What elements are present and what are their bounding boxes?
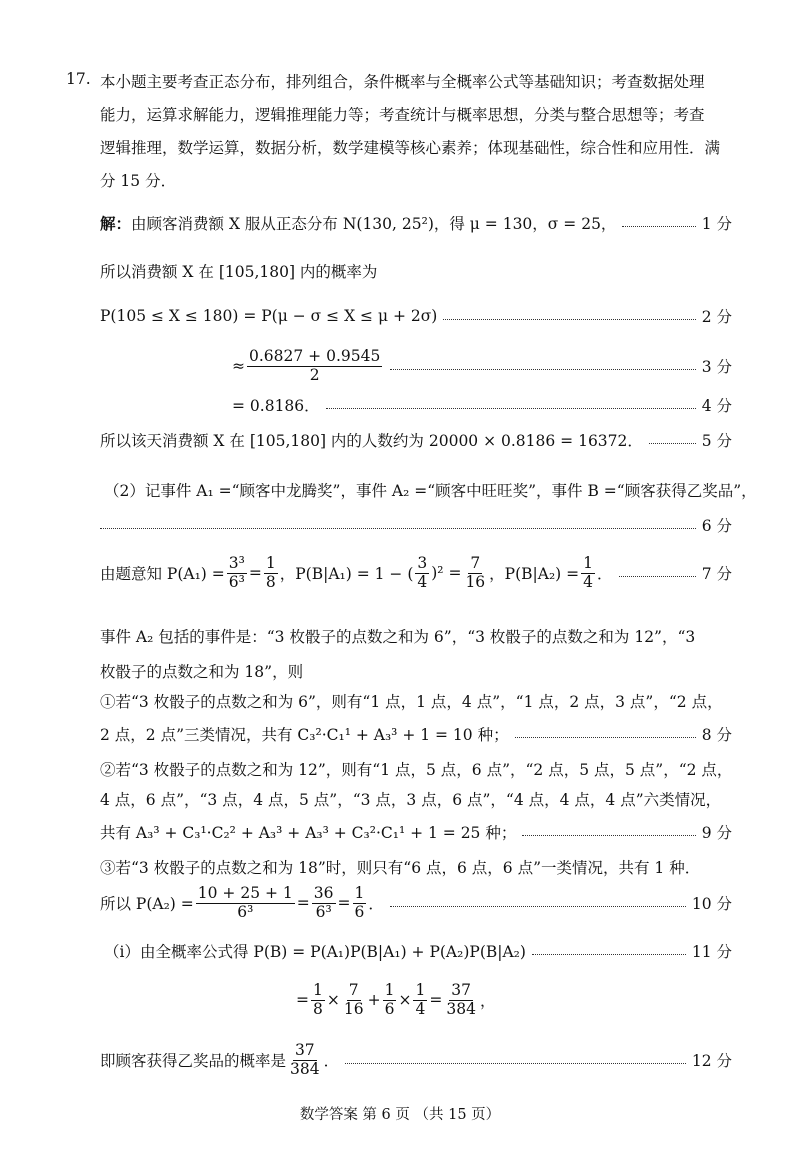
- text: ，: [479, 992, 496, 1011]
- probability-expression: P(105 ≤ X ≤ 180) = P(μ − σ ≤ X ≤ μ + 2σ): [100, 307, 438, 325]
- denominator: 6: [354, 902, 365, 921]
- score-2: 2 分: [701, 308, 732, 326]
- text: =: [429, 991, 443, 1010]
- leader-dots: [100, 528, 696, 529]
- conditional-probabilities: [100, 555, 613, 592]
- numerator: 37: [294, 1041, 315, 1059]
- denominator: 4: [415, 999, 426, 1018]
- solution-label: 解：: [100, 214, 132, 233]
- solution-line-18: [104, 940, 732, 962]
- fraction: [311, 982, 325, 1019]
- fraction: [264, 555, 278, 592]
- fraction: [581, 555, 595, 592]
- solution-line-20: [100, 1042, 732, 1079]
- case-1-line-1: ①若“3 枚骰子的点数之和为 6”，则有“1 点，1 点，4 点”，“1 点，2 点，3 点”，“2 点，: [100, 693, 723, 711]
- numerator: 7: [470, 554, 481, 572]
- numerator: 7: [348, 981, 359, 999]
- intro-line-4: 分 15 分．: [100, 172, 177, 190]
- denominator: 2: [309, 365, 320, 384]
- denominator: 384: [446, 999, 476, 1018]
- fraction: [383, 982, 397, 1019]
- page-footer: 数学答案 第 6 页 （共 15 页）: [299, 1107, 501, 1123]
- approx-sign: ≈: [232, 357, 245, 376]
- solution-line-6: [100, 429, 732, 451]
- fraction: [247, 348, 382, 385]
- fraction: [463, 555, 487, 592]
- probability-a2: [100, 885, 384, 922]
- text: =: [296, 894, 310, 913]
- denominator: 4: [417, 572, 428, 591]
- numerator: 1: [384, 981, 395, 999]
- leader-dots: [532, 954, 686, 955]
- leader-dots: [649, 443, 696, 444]
- fraction: [444, 982, 478, 1019]
- text: 即顾客获得乙奖品的概率是: [100, 1052, 287, 1071]
- numerator: 1: [313, 981, 323, 999]
- solution-line-10: 枚骰子的点数之和为 18”，则: [100, 663, 304, 681]
- solution-line-5: [232, 394, 732, 416]
- denominator: 6: [384, 999, 395, 1018]
- denominator: 6³: [315, 902, 332, 921]
- denominator: 4: [583, 572, 594, 591]
- numerator: 10 + 25 + 1: [197, 884, 293, 902]
- solution-line-19: [296, 982, 495, 1019]
- leader-dots: [390, 906, 686, 907]
- score-11: 11 分: [691, 943, 732, 961]
- text: ×: [398, 991, 412, 1010]
- score-1: 1 分: [701, 215, 732, 233]
- text: ．: [368, 895, 384, 914]
- case-3-line: ③若“3 枚骰子的点数之和为 18”时，则只有“6 点，6 点，6 点”一类情况，共有 1 种．: [100, 859, 701, 877]
- denominator: 6³: [228, 572, 245, 591]
- fraction: [227, 555, 247, 592]
- text: ×: [326, 991, 340, 1010]
- leader-dots: [522, 835, 695, 836]
- case-2-line-2: 4 点，6 点”，“3 点，4 点，5 点”，“3 点，3 点，6 点”，“4 点，4 点，4 点”六类情况，: [100, 791, 722, 809]
- solution-step-1: 由顾客消费额 X 服从正态分布 N(130, 25²)，得 μ = 130，σ = 25，: [131, 215, 617, 233]
- fraction: [342, 982, 366, 1019]
- numerator: 1: [583, 554, 594, 572]
- leader-dots: [390, 369, 695, 370]
- fraction: [413, 982, 427, 1019]
- case-1-line-2: [100, 723, 732, 745]
- part-2-definitions: （2）记事件 A₁ =“顾客中龙腾奖”，事件 A₂ =“顾客中旺旺奖”，事件 B =“顾客获得乙奖品”，: [104, 482, 757, 500]
- probability-result: = 0.8186．: [232, 397, 320, 415]
- score-4: 4 分: [701, 397, 732, 415]
- score-9: 9 分: [701, 824, 732, 842]
- solution-line-8: [100, 555, 732, 592]
- fraction: [353, 885, 367, 922]
- leader-dots: [619, 576, 696, 577]
- final-answer: [100, 1042, 339, 1079]
- leader-dots: [622, 226, 695, 227]
- numerator: 1: [354, 884, 365, 902]
- leader-dots: [443, 319, 695, 320]
- score-3: 3 分: [701, 358, 732, 377]
- solution-line-9: 事件 A₂ 包括的事件是：“3 枚骰子的点数之和为 6”，“3 枚骰子的点数之和为 12”，“3: [100, 628, 696, 646]
- text: ．: [597, 565, 613, 584]
- score-12: 12 分: [691, 1052, 732, 1071]
- numerator: 36: [313, 884, 334, 902]
- leader-dots: [345, 1063, 686, 1064]
- text: =: [296, 991, 309, 1010]
- solution-line-4: [232, 348, 732, 385]
- people-count: 所以该天消费额 X 在 [105,180] 内的人数约为 20000 × 0.8186 = 16372．: [100, 432, 643, 450]
- score-10: 10 分: [691, 895, 732, 914]
- denominator: 6³: [237, 902, 254, 921]
- text: )² =: [431, 564, 462, 583]
- score-7: 7 分: [701, 565, 732, 584]
- text: 所以 P(A₂) =: [100, 895, 194, 914]
- intro-line-2: 能力，运算求解能力，逻辑推理能力等；考查统计与概率思想，分类与整合思想等；考查: [100, 106, 705, 124]
- leader-dots: [326, 408, 696, 409]
- solution-line-2: 所以消费额 X 在 [105,180] 内的概率为: [100, 263, 378, 281]
- denominator: 384: [290, 1059, 320, 1078]
- score-5: 5 分: [701, 432, 732, 450]
- text: =: [248, 564, 262, 583]
- case-2-line-1: ②若“3 枚骰子的点数之和为 12”，则有“1 点，5 点，6 点”，“2 点，5 点，5 点”，“2 点，: [100, 761, 733, 779]
- text: ，P(B|A₁) = 1 − (: [279, 565, 414, 584]
- case-1-count: 2 点，2 点”三类情况，共有 C₃²·C₁¹ + A₃³ + 1 = 10 种；: [100, 726, 509, 744]
- denominator: 8: [265, 572, 276, 591]
- case-2-count: 共有 A₃³ + C₃¹·C₂² + A₃³ + A₃³ + C₃²·C₁¹ + 1 = 25 种；: [100, 824, 517, 842]
- part-2-score-line: [100, 514, 732, 536]
- text: 由题意知 P(A₁) =: [100, 565, 225, 584]
- solution-line-17: [100, 885, 732, 922]
- denominator: 16: [343, 999, 364, 1018]
- fraction: [196, 885, 295, 922]
- numerator: 3³: [228, 554, 245, 572]
- fraction: [288, 1042, 322, 1079]
- text: ．: [323, 1052, 340, 1071]
- solution-line-1: [100, 212, 732, 234]
- score-6: 6 分: [701, 517, 732, 535]
- text: ，P(B|A₂) =: [489, 565, 580, 584]
- score-8: 8 分: [701, 726, 732, 744]
- intro-line-3: 逻辑推理，数学运算，数据分析，数学建模等核心素养；体现基础性，综合性和应用性．满: [100, 139, 721, 157]
- case-2-line-3: [100, 821, 732, 843]
- numerator: 37: [451, 981, 472, 999]
- fraction: [415, 555, 429, 592]
- leader-dots: [515, 737, 696, 738]
- intro-line-1: 本小题主要考查正态分布，排列组合，条件概率与全概率公式等基础知识；考查数据处理: [100, 73, 705, 91]
- denominator: 16: [465, 572, 486, 591]
- numerator: 3: [417, 554, 428, 572]
- numerator: 1: [415, 981, 426, 999]
- solution-line-3: [100, 305, 732, 327]
- numerator: 1: [265, 554, 276, 572]
- total-probability-formula: （i）由全概率公式得 P(B) = P(A₁)P(B|A₁) + P(A₂)P(B|A₂): [104, 943, 526, 961]
- numerator: 0.6827 + 0.9545: [249, 347, 381, 365]
- text: +: [367, 991, 381, 1010]
- fraction: [312, 885, 336, 922]
- denominator: 8: [313, 999, 323, 1018]
- text: =: [337, 894, 351, 913]
- problem-number: 17.: [66, 70, 91, 88]
